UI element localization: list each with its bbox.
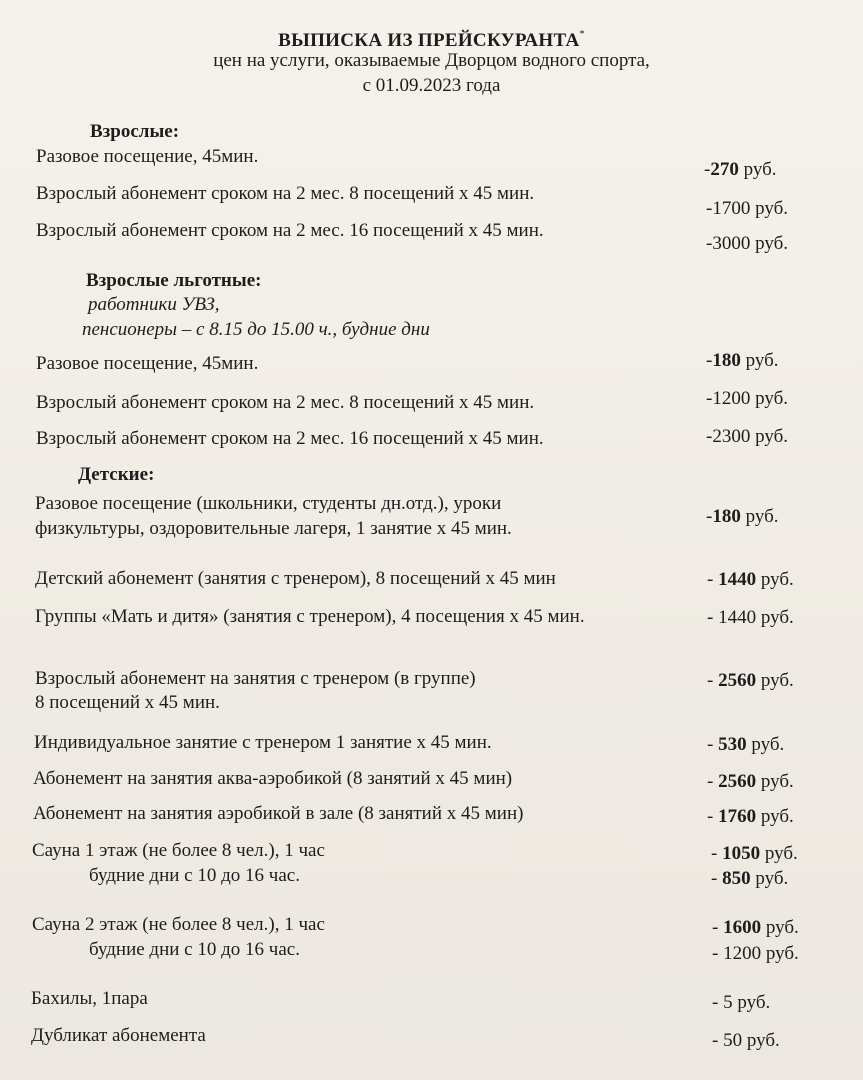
price-item-label: Сауна 2 этаж (не более 8 чел.), 1 час	[32, 914, 325, 935]
price-item-sublabel: будние дни с 10 до 16 час.	[89, 939, 300, 960]
price-item-label: Взрослый абонемент сроком на 2 мес. 16 посещений х 45 мин.	[36, 220, 544, 241]
price-item-value: - 1600 руб.	[712, 917, 799, 938]
price-item-value: - 1200 руб.	[712, 943, 799, 964]
price-item-value: -270 руб.	[704, 159, 777, 180]
price-item-value: - 1760 руб.	[707, 806, 794, 827]
price-item-value: - 1440 руб.	[707, 607, 794, 628]
price-item-value: -1200 руб.	[706, 388, 788, 409]
price-item-label: Индивидуальное занятие с тренером 1 занятие х 45 мин.	[34, 732, 492, 753]
price-item-value: - 1050 руб.	[711, 843, 798, 864]
price-item-label: Абонемент на занятия аэробикой в зале (8 занятий х 45 мин)	[33, 803, 524, 824]
price-item-value: - 530 руб.	[707, 734, 785, 755]
price-item-label-continued: физкультуры, оздоровительные лагеря, 1 занятие х 45 мин.	[35, 518, 512, 539]
price-item-value: - 1440 руб.	[707, 569, 794, 590]
price-item-label: Разовое посещение, 45мин.	[36, 146, 259, 167]
price-item-label: Взрослый абонемент сроком на 2 мес. 8 посещений х 45 мин.	[36, 392, 535, 413]
discount-note-line: пенсионеры – с 8.15 до 15.00 ч., будние дни	[82, 319, 430, 340]
document-subtitle: цен на услуги, оказываемые Дворцом водного спорта,	[213, 50, 650, 71]
section-heading-adults-discount: Взрослые льготные:	[86, 270, 262, 291]
price-item-label: Группы «Мать и дитя» (занятия с тренером), 4 посещения х 45 мин.	[35, 606, 585, 627]
price-item-label: Разовое посещение (школьники, студенты дн.отд.), уроки	[35, 493, 502, 514]
price-item-sublabel: будние дни с 10 до 16 час.	[89, 865, 300, 886]
price-item-value: -2300 руб.	[706, 426, 788, 447]
price-item-label: Взрослый абонемент сроком на 2 мес. 8 посещений х 45 мин.	[36, 183, 535, 204]
price-item-value: -3000 руб.	[706, 233, 788, 254]
section-heading-children: Детские:	[78, 464, 155, 485]
price-item-label: Детский абонемент (занятия с тренером), 8 посещений х 45 мин	[35, 568, 556, 589]
price-item-label: Взрослый абонемент на занятия с тренером (в группе)	[35, 668, 476, 689]
price-item-label: Абонемент на занятия аква-аэробикой (8 занятий х 45 мин)	[33, 768, 513, 789]
price-item-value: -180 руб.	[706, 350, 779, 371]
price-item-label-continued: 8 посещений х 45 мин.	[35, 692, 220, 713]
document-date: с 01.09.2023 года	[362, 75, 501, 96]
price-item-value: -180 руб.	[706, 506, 779, 527]
section-heading-adults: Взрослые:	[90, 121, 180, 142]
price-item-value: - 2560 руб.	[707, 771, 794, 792]
discount-note-line: работники УВЗ,	[88, 294, 220, 315]
price-item-label: Дубликат абонемента	[31, 1025, 206, 1046]
price-item-label: Разовое посещение, 45мин.	[36, 353, 259, 374]
price-item-label: Взрослый абонемент сроком на 2 мес. 16 посещений х 45 мин.	[36, 428, 544, 449]
price-item-value: - 850 руб.	[711, 868, 789, 889]
price-item-value: - 50 руб.	[712, 1030, 780, 1051]
price-item-value: - 5 руб.	[712, 992, 771, 1013]
price-item-value: - 2560 руб.	[707, 670, 794, 691]
price-item-value: -1700 руб.	[706, 198, 788, 219]
price-item-label: Бахилы, 1пара	[31, 988, 148, 1009]
document-title: ВЫПИСКА ИЗ ПРЕЙСКУРАНТА*	[278, 29, 585, 51]
price-item-label: Сауна 1 этаж (не более 8 чел.), 1 час	[32, 840, 325, 861]
